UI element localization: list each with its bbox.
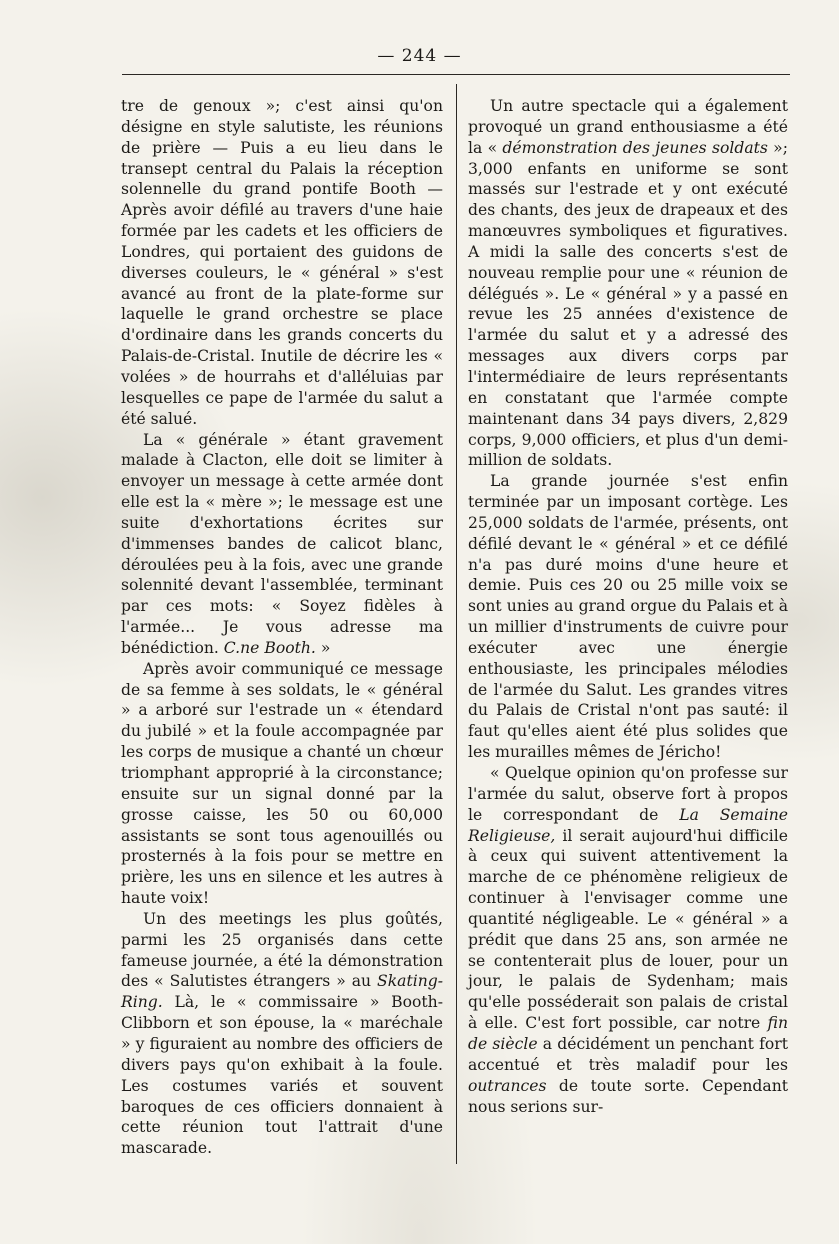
text-span: tre de genoux »; c'est ainsi qu'on désigne en style salutiste, les réunions de prière — Puis a eu lieu dans le transept central du Palais la réception solennelle du grand pontife Booth — Après avoir défilé au travers d'une haie formée par les cadets et les officiers de Londres, qui portaient des guidons de diverses couleurs, le « général » s'est avancé au front de la plate-forme sur laquelle le grand orchestre se place d'ordinaire dans les grands concerts du Palais-de-Cristal. Inutile de décrire les « volées » de hourrahs et d'alléluias par lesquelles ce pape de l'armée du salut a été salué. xyxy=(121,97,443,428)
paragraph-left-1 xyxy=(121,96,443,430)
header-rule xyxy=(122,74,790,75)
phrase-italic: fin de siècle xyxy=(468,1014,788,1053)
paragraph-left-3 xyxy=(121,659,443,909)
text-span: » xyxy=(315,638,331,657)
publication-italic: La Semaine Religieuse, xyxy=(468,805,788,845)
text-span: Après avoir communiqué ce message de sa femme à ses soldats, le « général » a arboré sur l'estrade un « étendard du jubilé » et la foule accompagnée par les corps de musique a chanté un chœur triomphant approprié à la circonstance; ensuite sur un signal donné par la grosse caisse, les 50 ou 60,000 assistants se sont tous agenouillés ou prosternés à la fois pour se mettre en prière, les uns en silence et les autres à haute voix! xyxy=(121,659,443,908)
paragraph-right-2 xyxy=(468,471,788,763)
text-span: Un des meetings les plus goûtés, parmi les 25 organisés dans cette fameuse journée, a été la démonstration des « Salutistes étrangers » au xyxy=(121,909,443,991)
column-divider xyxy=(456,84,457,1164)
text-span: La grande journée s'est enfin terminée par un imposant cortège. Les 25,000 soldats de l'armée, présents, ont défilé devant le « général » et ce défilé n'a pas duré moins d'une heure et demie. Puis ces 20 ou 25 mille voix se sont unies au grand orgue du Palais et à un millier d'instruments de cuivre pour exécuter avec une énergie enthousiaste, les principales mélodies de l'armée du Salut. Les grandes vitres du Palais de Cristal n'ont pas sauté: il faut qu'elles aient été plus solides que les murailles mêmes de Jéricho! xyxy=(468,472,788,762)
text-span: « Quelque opinion qu'on professe sur l'armée du salut, observe fort à propos le correspondant de xyxy=(468,764,788,824)
page-number: — 244 — xyxy=(377,46,462,66)
event-italic: démonstration des jeunes soldats xyxy=(502,138,768,157)
text-span: Là, le « commissaire » Booth-Clibborn et son épouse, la « maréchale » y figuraient au nombre des officiers de divers pays qu'on exhibait à la foule. Les costumes variés et souvent baroques de ces officiers donnaient à cette réunion tout l'attrait d'une mascarade. xyxy=(121,993,443,1158)
paragraph-left-4 xyxy=(121,909,443,1159)
text-span: »; 3,000 enfants en uniforme se sont massés sur l'estrade et y ont exécuté des chants, des jeux de drapeaux et des manœuvres symboliques et figuratives. A midi la salle des concerts s'est de nouveau remplie pour une « réunion de délégués ». Le « général » y a passé en revue les 25 années d'existence de l'armée du salut et y a adressé des messages aux divers corps par l'intermédiaire de leurs représentants en constatant que l'armée compte maintenant dans 34 pays divers, 2,829 corps, 9,000 officiers, et plus d'un demi-million de soldats. xyxy=(468,138,788,470)
text-span: de toute sorte. Cependant nous serions sur- xyxy=(468,1076,788,1116)
paragraph-right-1 xyxy=(468,96,788,471)
text-span: a décidément un penchant fort accentué et très maladif pour les xyxy=(468,1034,788,1074)
right-column xyxy=(468,96,788,1117)
paragraph-left-2 xyxy=(121,430,443,659)
signature-italic: C.ne Booth. xyxy=(223,638,316,657)
text-span: La « générale » étant gravement malade à Clacton, elle doit se limiter à envoyer un message à cette armée dont elle est la « mère »; le message est une suite d'exhortations écrites sur d'immenses bandes de calicot blanc, déroulées peu à la fois, avec une grande solennité devant l'assemblée, terminant par ces mots: « Soyez fidèles à l'armée... Je vous adresse ma bénédiction. xyxy=(121,430,443,657)
paragraph-right-3 xyxy=(468,763,788,1117)
text-span: Un autre spectacle qui a également provoqué un grand enthousiasme a été la « xyxy=(468,97,788,157)
venue-italic: Skating-Ring. xyxy=(121,972,443,1012)
left-column xyxy=(121,96,443,1159)
text-span: il serait aujourd'hui difficile à ceux qui suivent attentivement la marche de ce phénomène religieux de continuer à l'envisager comme une quantité négligeable. Le « général » a prédit que dans 25 ans, son armée ne se contenterait plus de louer, pour un jour, le palais de Sydenham; mais qu'elle posséderait son palais de cristal à elle. C'est fort possible, car notre xyxy=(468,826,788,1033)
word-italic: outrances xyxy=(468,1076,547,1095)
